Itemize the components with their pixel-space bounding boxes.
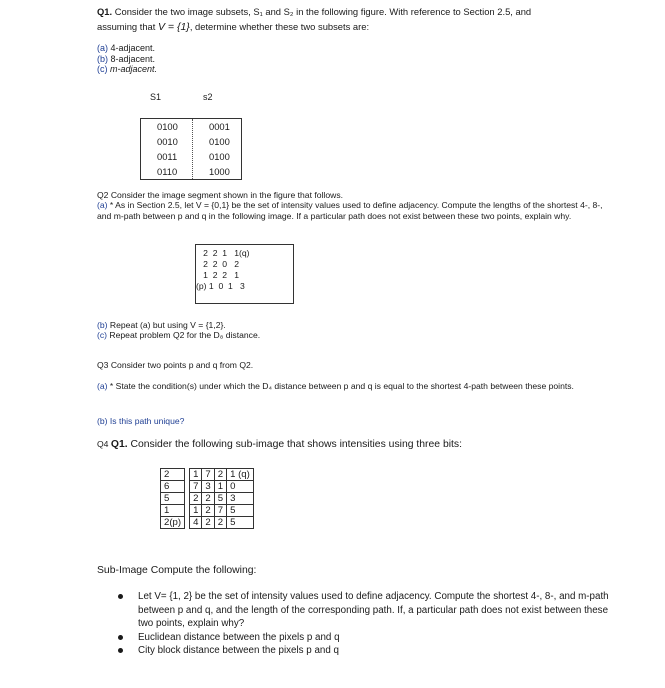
table-cell: 5 <box>227 505 254 517</box>
table-cell: 2 <box>202 505 214 517</box>
q1-options <box>97 43 157 75</box>
segment-row: (p) 1 0 1 3 <box>196 281 245 291</box>
table-cell: 7 <box>202 469 214 481</box>
subimage-title: Sub-Image Compute the following: <box>97 565 257 576</box>
list-item: Let V= {1, 2} be the set of intensity values used to define adjacency. Compute the shortest 4-, 8-, and m-path between p and q, and the length of the corresponding path. If, a particular path does not exist between these two points, explain why? <box>118 590 618 631</box>
s2-row: 0100 <box>209 151 230 162</box>
bullet-icon <box>118 648 123 653</box>
s1-grid <box>141 119 198 179</box>
segment-row: 1 2 2 1 <box>196 270 239 280</box>
table-cell: 7 <box>190 481 202 493</box>
table-cell: 4 <box>190 517 202 529</box>
q1-option-b: (b) 8-adjacent. <box>97 53 156 64</box>
table-row <box>161 517 254 529</box>
q2-part-b: (b) Repeat (a) but using V = {1,2}. <box>97 320 226 330</box>
table-row <box>161 481 254 493</box>
q2-parts-bc <box>97 320 260 341</box>
table-cell: 2 <box>202 517 214 529</box>
q4-number: Q1. <box>110 439 128 450</box>
table-cell: 1 <box>190 505 202 517</box>
table-cell: 5 <box>214 493 226 505</box>
s2-grid <box>192 119 249 179</box>
q1-text <box>97 4 617 35</box>
table-row <box>161 493 254 505</box>
q3-title: Q3 Consider two points p and q from Q2. <box>97 360 254 370</box>
table-cell: 7 <box>214 505 226 517</box>
compute-list <box>118 590 618 658</box>
table-cell: 2(p) <box>161 517 185 529</box>
table-row <box>161 505 254 517</box>
q2-title: Q2 Consider the image segment shown in the figure that follows. <box>97 190 344 200</box>
subsets-figure <box>140 118 242 180</box>
q2-text <box>97 190 607 221</box>
q4-text <box>97 439 462 450</box>
s1-row: 0010 <box>157 136 178 147</box>
table-cell: 0 <box>227 481 254 493</box>
q2-part-c: (c) Repeat problem Q2 for the D₈ distance. <box>97 330 261 341</box>
q4-prefix: Q4 <box>97 439 111 449</box>
segment-row: 2 2 1 1(q) <box>196 248 250 258</box>
s2-row: 0001 <box>209 121 230 132</box>
table-cell: 2 <box>190 493 202 505</box>
s2-row: 0100 <box>209 136 230 147</box>
q1-v-set: V = {1} <box>157 21 190 33</box>
table-cell: 2 <box>214 469 226 481</box>
q1-line2-post: , determine whether these two subsets are: <box>189 21 370 32</box>
bullet-icon <box>118 635 123 640</box>
q1-line2-pre: assuming that <box>97 21 158 32</box>
s1-row: 0100 <box>157 121 178 132</box>
table-cell: 2 <box>214 517 226 529</box>
sub-image-table <box>160 468 254 529</box>
table-cell: 1 (q) <box>227 469 254 481</box>
s1-row: 0011 <box>157 151 178 162</box>
table-cell: 1 <box>161 505 185 517</box>
s1-label: S1 <box>150 92 162 102</box>
s1-row: 0110 <box>157 166 178 177</box>
q1-option-c: (c) m-adjacent. <box>97 64 158 74</box>
q3-part-b: (b) Is this path unique? <box>97 416 185 426</box>
q2-part-a: (a) * As in Section 2.5, let V = {0,1} be the set of intensity values used to define adjacency. Compute the lengths of the shortest 4-, 8-, and m-path between p and q in the following image. If a particular path does not exist between these two points, explain why. <box>97 200 603 221</box>
s2-label: s2 <box>203 92 213 102</box>
table-cell: 6 <box>161 481 185 493</box>
q1-number: Q1. <box>97 6 113 17</box>
table-cell: 1 <box>214 481 226 493</box>
table-cell: 1 <box>190 469 202 481</box>
bullet-icon <box>118 594 123 599</box>
segment-row: 2 2 0 2 <box>196 259 239 269</box>
table-row <box>161 469 254 481</box>
table-cell: 5 <box>161 493 185 505</box>
list-item: City block distance between the pixels p and q <box>118 644 618 658</box>
q1-line1: Consider the two image subsets, S₁ and S₂ in the following figure. With reference to Section 2.5, and <box>114 6 532 17</box>
table-cell: 3 <box>227 493 254 505</box>
q1-option-a: (a) 4-adjacent. <box>97 43 156 53</box>
s2-row: 1000 <box>209 166 230 177</box>
image-segment-figure <box>195 244 294 304</box>
list-item: Euclidean distance between the pixels p and q <box>118 631 618 645</box>
q4-body: Consider the following sub-image that shows intensities using three bits: <box>127 439 463 450</box>
q3-part-a: (a) * State the condition(s) under which the D₄ distance between p and q is equal to the shortest 4-path between these points. <box>97 381 574 391</box>
table-cell: 2 <box>202 493 214 505</box>
table-cell: 2 <box>161 469 185 481</box>
table-cell: 3 <box>202 481 214 493</box>
table-cell: 5 <box>227 517 254 529</box>
